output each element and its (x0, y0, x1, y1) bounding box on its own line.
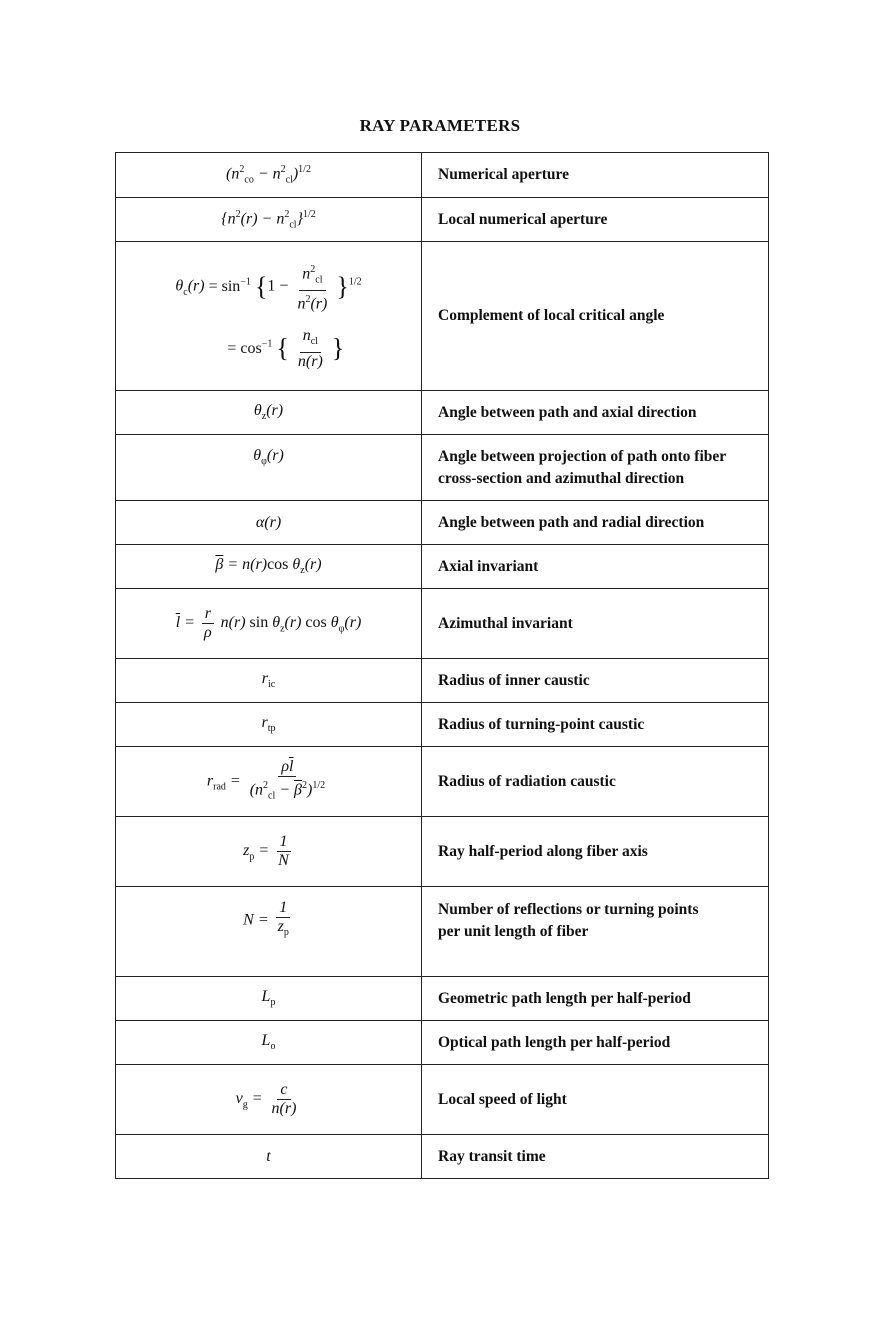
table-row (116, 500, 768, 544)
table-row (116, 390, 768, 434)
symbol-cell: t (116, 1135, 422, 1178)
description-cell: Radius of turning-point caustic (438, 715, 645, 733)
ray-parameters-table (115, 152, 769, 1179)
symbol-cell: $r_{tp}$ (116, 703, 422, 746)
description-cell: Local numerical aperture (438, 210, 608, 228)
description-cell: Radius of radiation caustic (438, 772, 616, 790)
symbol-cell: $v_g$ = $\frac{c}{n(r)}$ (116, 1065, 422, 1134)
description-cell: Geometric path length per half-period (438, 989, 691, 1007)
description-cell: Ray half-period along fiber axis (438, 842, 648, 860)
table-row (116, 702, 768, 746)
table-row (116, 197, 768, 241)
description-cell: Local speed of light (438, 1090, 567, 1108)
page-title: RAY PARAMETERS (359, 116, 521, 135)
description-cell: Angle between path and radial direction (438, 513, 705, 531)
description-cell: Number of reflections or turning points per unit length of fiber (438, 901, 699, 940)
table-row (116, 434, 768, 500)
description-cell: Numerical aperture (438, 166, 569, 183)
symbol-cell: $r_{ic}$ (116, 659, 422, 702)
symbol-cell: $\theta_\varphi(r)$ (116, 435, 422, 500)
description-cell: Angle between path and axial direction (438, 403, 697, 421)
symbol-cell: $(n^2_{co} - n^2_{cl})^{1/2}$ (116, 153, 422, 197)
table-row (116, 588, 768, 658)
symbol-cell: $L_p$ (116, 977, 422, 1020)
symbol-cell: $L_o$ (116, 1021, 422, 1064)
symbol-cell: $\overline{l}$ = $\frac{r}{\rho}$ n(r) $\sin \theta_z(r)$ $\cos \theta_\varphi(r)$ (116, 589, 422, 658)
table-row (116, 746, 768, 816)
description-cell: Optical path length per half-period (438, 1033, 671, 1051)
table-row (116, 544, 768, 588)
description-cell: Angle between projection of path onto fiber cross-section and azimuthal direction (438, 447, 727, 487)
table-row (116, 658, 768, 702)
symbol-cell: $\overline{\beta} = n(r)\cos$ $\theta_z(r)$ (116, 545, 422, 588)
table-row (116, 153, 768, 197)
table-row (116, 886, 768, 976)
table-row (116, 241, 768, 390)
symbol-cell: $r_{rad}$ = $\frac{\rho\overline{l}}{(n^2_{cl} - \overline{\beta}^2)^{1/2}}$ (116, 747, 422, 816)
description-cell: Axial invariant (438, 557, 539, 575)
description-cell: Complement of local critical angle (438, 307, 665, 324)
table-row (116, 816, 768, 886)
table-row (116, 1064, 768, 1134)
table-row (116, 1020, 768, 1064)
description-cell: Ray transit time (438, 1147, 546, 1165)
symbol-cell: $z_p$ = $\frac{1}{N}$ (116, 817, 422, 886)
description-cell: Radius of inner caustic (438, 671, 590, 689)
symbol-cell: $\{n^2(r) - n^2_{cl}\}^{1/2}$ (116, 198, 422, 241)
description-cell: Azimuthal invariant (438, 614, 573, 632)
table-row (116, 976, 768, 1020)
table-row (116, 1134, 768, 1178)
symbol-cell: N = $\frac{1}{z_p}$ (116, 887, 422, 976)
symbol-cell: α(r) (116, 501, 422, 544)
symbol-cell: $\theta_z(r)$ (116, 391, 422, 434)
symbol-cell: $\theta_c(r) = \sin^{-1} \{1$ − $\frac{n^2_{cl}}{n^2(r)}$ }$^{1/2}$ = $\cos^{-1}$ { $\frac{n_{cl}}{n(r)}$ } (116, 242, 422, 390)
